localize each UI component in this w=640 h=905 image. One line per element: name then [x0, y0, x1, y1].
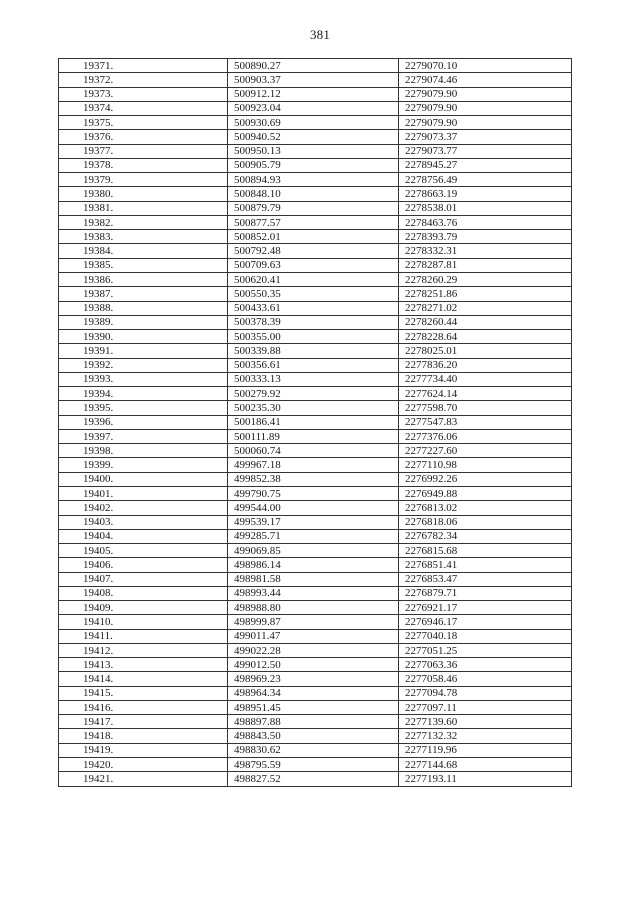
x-coordinate-cell: 499012.50	[228, 658, 399, 672]
x-coordinate-cell: 498981.58	[228, 572, 399, 586]
y-coordinate-cell: 2276992.26	[399, 472, 572, 486]
y-coordinate-cell: 2278271.02	[399, 301, 572, 315]
point-number-cell: 19401.	[59, 486, 228, 500]
x-coordinate-cell: 500923.04	[228, 101, 399, 115]
table-row	[59, 116, 572, 130]
y-coordinate-cell: 2276949.88	[399, 486, 572, 500]
table-row	[59, 201, 572, 215]
table-row	[59, 144, 572, 158]
y-coordinate-cell: 2277119.96	[399, 743, 572, 757]
table-row	[59, 287, 572, 301]
table-row	[59, 758, 572, 772]
table-row	[59, 486, 572, 500]
point-number-cell: 19380.	[59, 187, 228, 201]
table-row	[59, 643, 572, 657]
point-number-cell: 19397.	[59, 429, 228, 443]
y-coordinate-cell: 2277624.14	[399, 387, 572, 401]
x-coordinate-cell: 499022.28	[228, 643, 399, 657]
point-number-cell: 19405.	[59, 544, 228, 558]
y-coordinate-cell: 2279073.37	[399, 130, 572, 144]
y-coordinate-cell: 2279073.77	[399, 144, 572, 158]
table-row	[59, 515, 572, 529]
point-number-cell: 19387.	[59, 287, 228, 301]
x-coordinate-cell: 499539.17	[228, 515, 399, 529]
x-coordinate-cell: 500792.48	[228, 244, 399, 258]
x-coordinate-cell: 498988.80	[228, 601, 399, 615]
x-coordinate-cell: 500903.37	[228, 73, 399, 87]
y-coordinate-cell: 2277139.60	[399, 715, 572, 729]
y-coordinate-cell: 2277598.70	[399, 401, 572, 415]
y-coordinate-cell: 2277227.60	[399, 444, 572, 458]
x-coordinate-cell: 499967.18	[228, 458, 399, 472]
point-number-cell: 19376.	[59, 130, 228, 144]
point-number-cell: 19413.	[59, 658, 228, 672]
point-number-cell: 19379.	[59, 173, 228, 187]
y-coordinate-cell: 2277063.36	[399, 658, 572, 672]
point-number-cell: 19395.	[59, 401, 228, 415]
y-coordinate-cell: 2278287.81	[399, 258, 572, 272]
x-coordinate-cell: 498969.23	[228, 672, 399, 686]
point-number-cell: 19421.	[59, 772, 228, 786]
point-number-cell: 19375.	[59, 116, 228, 130]
point-number-cell: 19417.	[59, 715, 228, 729]
table-row	[59, 158, 572, 172]
table-row	[59, 301, 572, 315]
x-coordinate-cell: 500378.39	[228, 315, 399, 329]
table-row	[59, 601, 572, 615]
x-coordinate-cell: 500877.57	[228, 215, 399, 229]
y-coordinate-cell: 2278538.01	[399, 201, 572, 215]
y-coordinate-cell: 2277144.68	[399, 758, 572, 772]
x-coordinate-cell: 500912.12	[228, 87, 399, 101]
x-coordinate-cell: 498830.62	[228, 743, 399, 757]
y-coordinate-cell: 2278945.27	[399, 158, 572, 172]
page-number: 381	[309, 27, 331, 42]
x-coordinate-cell: 498795.59	[228, 758, 399, 772]
y-coordinate-cell: 2277132.32	[399, 729, 572, 743]
y-coordinate-cell: 2279079.90	[399, 101, 572, 115]
x-coordinate-cell: 500620.41	[228, 272, 399, 286]
y-coordinate-cell: 2277547.83	[399, 415, 572, 429]
y-coordinate-cell: 2278663.19	[399, 187, 572, 201]
point-number-cell: 19391.	[59, 344, 228, 358]
y-coordinate-cell: 2276879.71	[399, 586, 572, 600]
x-coordinate-cell: 500852.01	[228, 230, 399, 244]
point-number-cell: 19381.	[59, 201, 228, 215]
point-number-cell: 19392.	[59, 358, 228, 372]
y-coordinate-cell: 2277040.18	[399, 629, 572, 643]
y-coordinate-cell: 2276782.34	[399, 529, 572, 543]
point-number-cell: 19400.	[59, 472, 228, 486]
table-row	[59, 572, 572, 586]
y-coordinate-cell: 2276853.47	[399, 572, 572, 586]
point-number-cell: 19404.	[59, 529, 228, 543]
table-row	[59, 187, 572, 201]
y-coordinate-cell: 2278260.44	[399, 315, 572, 329]
point-number-cell: 19408.	[59, 586, 228, 600]
y-coordinate-cell: 2277376.06	[399, 429, 572, 443]
point-number-cell: 19415.	[59, 686, 228, 700]
point-number-cell: 19406.	[59, 558, 228, 572]
table-row	[59, 429, 572, 443]
point-number-cell: 19373.	[59, 87, 228, 101]
table-row	[59, 686, 572, 700]
table-row	[59, 558, 572, 572]
table-row	[59, 59, 572, 73]
y-coordinate-cell: 2279079.90	[399, 116, 572, 130]
x-coordinate-cell: 500950.13	[228, 144, 399, 158]
table-row	[59, 230, 572, 244]
point-number-cell: 19374.	[59, 101, 228, 115]
y-coordinate-cell: 2276946.17	[399, 615, 572, 629]
coordinates-table	[58, 58, 572, 787]
table-row	[59, 244, 572, 258]
x-coordinate-cell: 499285.71	[228, 529, 399, 543]
table-row	[59, 501, 572, 515]
point-number-cell: 19411.	[59, 629, 228, 643]
x-coordinate-cell: 500940.52	[228, 130, 399, 144]
x-coordinate-cell: 498843.50	[228, 729, 399, 743]
x-coordinate-cell: 499790.75	[228, 486, 399, 500]
table-row	[59, 658, 572, 672]
point-number-cell: 19410.	[59, 615, 228, 629]
point-number-cell: 19372.	[59, 73, 228, 87]
table-row	[59, 130, 572, 144]
table-row	[59, 772, 572, 786]
table-row	[59, 101, 572, 115]
table-row	[59, 215, 572, 229]
y-coordinate-cell: 2278393.79	[399, 230, 572, 244]
point-number-cell: 19389.	[59, 315, 228, 329]
y-coordinate-cell: 2277097.11	[399, 700, 572, 714]
y-coordinate-cell: 2279079.90	[399, 87, 572, 101]
point-number-cell: 19390.	[59, 330, 228, 344]
point-number-cell: 19407.	[59, 572, 228, 586]
y-coordinate-cell: 2277110.98	[399, 458, 572, 472]
table-row	[59, 729, 572, 743]
y-coordinate-cell: 2278332.31	[399, 244, 572, 258]
x-coordinate-cell: 500339.88	[228, 344, 399, 358]
point-number-cell: 19394.	[59, 387, 228, 401]
x-coordinate-cell: 500879.79	[228, 201, 399, 215]
table-row	[59, 372, 572, 386]
table-row	[59, 715, 572, 729]
x-coordinate-cell: 498827.52	[228, 772, 399, 786]
x-coordinate-cell: 499544.00	[228, 501, 399, 515]
table-row	[59, 615, 572, 629]
y-coordinate-cell: 2277836.20	[399, 358, 572, 372]
point-number-cell: 19393.	[59, 372, 228, 386]
y-coordinate-cell: 2278756.49	[399, 173, 572, 187]
y-coordinate-cell: 2278228.64	[399, 330, 572, 344]
x-coordinate-cell: 499852.38	[228, 472, 399, 486]
y-coordinate-cell: 2277051.25	[399, 643, 572, 657]
point-number-cell: 19419.	[59, 743, 228, 757]
point-number-cell: 19416.	[59, 700, 228, 714]
x-coordinate-cell: 498986.14	[228, 558, 399, 572]
x-coordinate-cell: 500905.79	[228, 158, 399, 172]
point-number-cell: 19414.	[59, 672, 228, 686]
x-coordinate-cell: 498993.44	[228, 586, 399, 600]
table-row	[59, 743, 572, 757]
x-coordinate-cell: 500709.63	[228, 258, 399, 272]
table-row	[59, 344, 572, 358]
x-coordinate-cell: 498897.88	[228, 715, 399, 729]
point-number-cell: 19377.	[59, 144, 228, 158]
table-row	[59, 700, 572, 714]
y-coordinate-cell: 2278260.29	[399, 272, 572, 286]
x-coordinate-cell: 500355.00	[228, 330, 399, 344]
table-row	[59, 544, 572, 558]
x-coordinate-cell: 500279.92	[228, 387, 399, 401]
y-coordinate-cell: 2276818.06	[399, 515, 572, 529]
point-number-cell: 19396.	[59, 415, 228, 429]
x-coordinate-cell: 500433.61	[228, 301, 399, 315]
point-number-cell: 19384.	[59, 244, 228, 258]
point-number-cell: 19402.	[59, 501, 228, 515]
y-coordinate-cell: 2277058.46	[399, 672, 572, 686]
point-number-cell: 19412.	[59, 643, 228, 657]
y-coordinate-cell: 2278025.01	[399, 344, 572, 358]
y-coordinate-cell: 2276851.41	[399, 558, 572, 572]
x-coordinate-cell: 498951.45	[228, 700, 399, 714]
point-number-cell: 19398.	[59, 444, 228, 458]
point-number-cell: 19383.	[59, 230, 228, 244]
point-number-cell: 19399.	[59, 458, 228, 472]
x-coordinate-cell: 500235.30	[228, 401, 399, 415]
table-row	[59, 529, 572, 543]
point-number-cell: 19385.	[59, 258, 228, 272]
table-row	[59, 173, 572, 187]
table-row	[59, 387, 572, 401]
x-coordinate-cell: 499011.47	[228, 629, 399, 643]
point-number-cell: 19418.	[59, 729, 228, 743]
table-row	[59, 415, 572, 429]
x-coordinate-cell: 500550.35	[228, 287, 399, 301]
table-row	[59, 444, 572, 458]
y-coordinate-cell: 2277094.78	[399, 686, 572, 700]
x-coordinate-cell: 500848.10	[228, 187, 399, 201]
table-row	[59, 315, 572, 329]
point-number-cell: 19378.	[59, 158, 228, 172]
table-row	[59, 330, 572, 344]
x-coordinate-cell: 500930.69	[228, 116, 399, 130]
y-coordinate-cell: 2276921.17	[399, 601, 572, 615]
y-coordinate-cell: 2277193.11	[399, 772, 572, 786]
table-row	[59, 586, 572, 600]
x-coordinate-cell: 500894.93	[228, 173, 399, 187]
y-coordinate-cell: 2278251.86	[399, 287, 572, 301]
x-coordinate-cell: 500060.74	[228, 444, 399, 458]
coordinates-table-body	[59, 59, 572, 787]
x-coordinate-cell: 500111.89	[228, 429, 399, 443]
table-row	[59, 73, 572, 87]
point-number-cell: 19371.	[59, 59, 228, 73]
x-coordinate-cell: 499069.85	[228, 544, 399, 558]
point-number-cell: 19420.	[59, 758, 228, 772]
x-coordinate-cell: 498964.34	[228, 686, 399, 700]
y-coordinate-cell: 2279070.10	[399, 59, 572, 73]
x-coordinate-cell: 498999.87	[228, 615, 399, 629]
table-row	[59, 472, 572, 486]
y-coordinate-cell: 2279074.46	[399, 73, 572, 87]
table-row	[59, 401, 572, 415]
point-number-cell: 19388.	[59, 301, 228, 315]
point-number-cell: 19403.	[59, 515, 228, 529]
x-coordinate-cell: 500356.61	[228, 358, 399, 372]
x-coordinate-cell: 500186.41	[228, 415, 399, 429]
y-coordinate-cell: 2276815.68	[399, 544, 572, 558]
x-coordinate-cell: 500333.13	[228, 372, 399, 386]
table-row	[59, 272, 572, 286]
table-row	[59, 672, 572, 686]
y-coordinate-cell: 2276813.02	[399, 501, 572, 515]
y-coordinate-cell: 2278463.76	[399, 215, 572, 229]
point-number-cell: 19386.	[59, 272, 228, 286]
y-coordinate-cell: 2277734.40	[399, 372, 572, 386]
table-row	[59, 458, 572, 472]
table-row	[59, 258, 572, 272]
point-number-cell: 19409.	[59, 601, 228, 615]
table-row	[59, 629, 572, 643]
table-row	[59, 87, 572, 101]
table-row	[59, 358, 572, 372]
x-coordinate-cell: 500890.27	[228, 59, 399, 73]
point-number-cell: 19382.	[59, 215, 228, 229]
